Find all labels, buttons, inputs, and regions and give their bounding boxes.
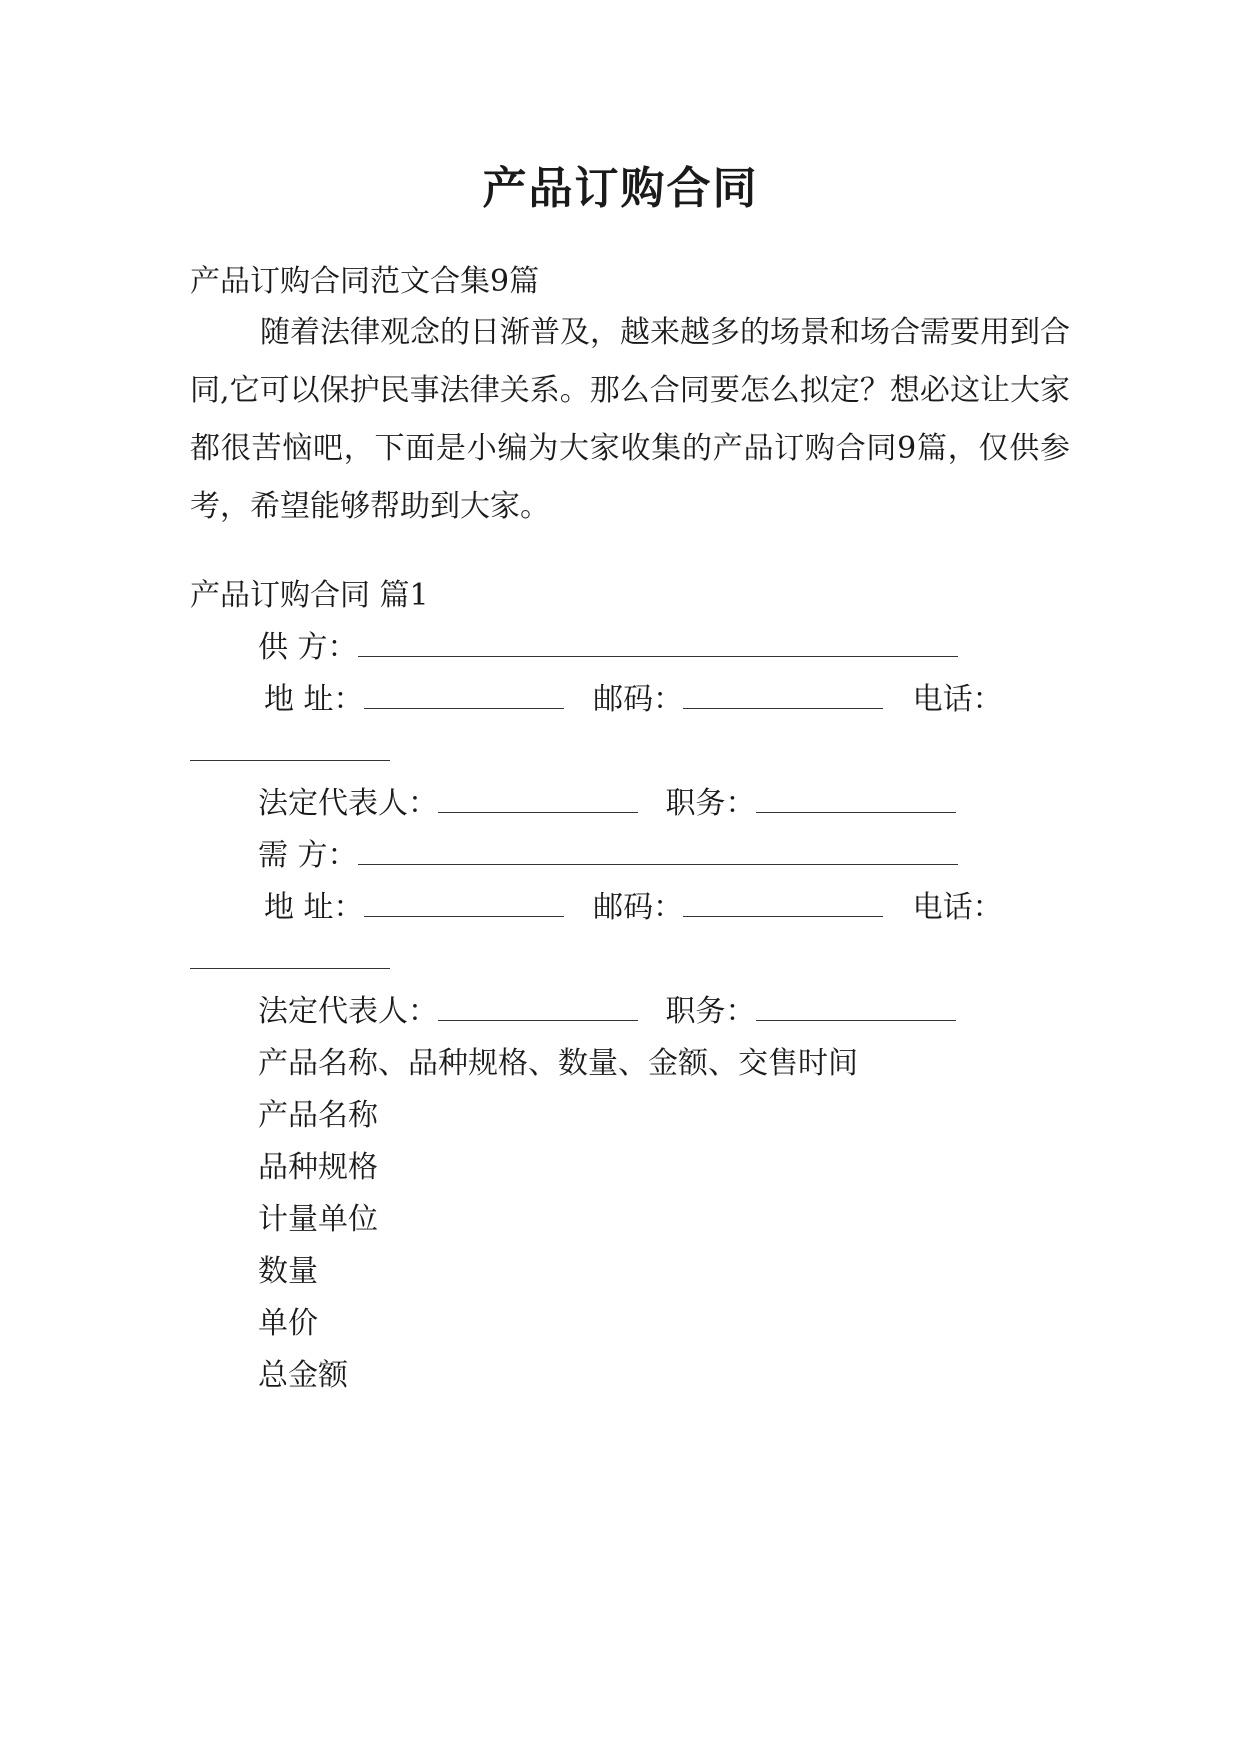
- item-unit-price: 单价: [258, 1306, 318, 1341]
- item-quantity: 数量: [258, 1254, 318, 1289]
- supplier-position-label: 职务：: [665, 786, 756, 821]
- buyer-postcode-field[interactable]: [683, 888, 883, 917]
- buyer-phone-continuation: [190, 940, 390, 980]
- intro-paragraph: 随着法律观念的日渐普及，越来越多的场景和场合需要用到合同,它可以保护民事法律关系。那么合同要怎么拟定？想必这让大家都很苦恼吧，下面是小编为大家收集的产品订购合同9篇，仅供参考，希望能够帮助到大家。: [190, 315, 1070, 524]
- buyer-postcode-label: 邮码：: [593, 890, 684, 925]
- supplier-phone-continuation: [190, 732, 390, 772]
- item-unit: 计量单位: [258, 1202, 378, 1237]
- item-product-name: 产品名称: [258, 1098, 378, 1133]
- item-variety-spec: 品种规格: [258, 1150, 378, 1185]
- buyer-position-field[interactable]: [756, 992, 956, 1021]
- supplier-postcode-field[interactable]: [683, 680, 883, 709]
- supplier-party-line: [258, 628, 958, 668]
- supplier-rep-field[interactable]: [438, 784, 638, 813]
- supplier-phone-field[interactable]: [190, 732, 390, 761]
- supplier-rep-label: 法定代表人：: [258, 786, 438, 821]
- buyer-party-label: 需 方：: [258, 838, 358, 873]
- supplier-address-line: [264, 680, 1003, 720]
- buyer-rep-label: 法定代表人：: [258, 994, 438, 1029]
- supplier-position-field[interactable]: [756, 784, 956, 813]
- supplier-rep-line: [258, 784, 956, 824]
- supplier-address-field[interactable]: [364, 680, 564, 709]
- buyer-address-label: 地 址：: [264, 890, 364, 925]
- buyer-phone-label: 电话：: [912, 890, 1003, 925]
- collection-subtitle: 产品订购合同范文合集9篇: [190, 264, 540, 299]
- buyer-party-field[interactable]: [358, 836, 958, 865]
- items-heading: 产品名称、品种规格、数量、金额、交售时间: [258, 1046, 858, 1081]
- supplier-party-field[interactable]: [358, 628, 958, 657]
- buyer-position-label: 职务：: [665, 994, 756, 1029]
- buyer-party-line: [258, 836, 958, 876]
- supplier-postcode-label: 邮码：: [593, 682, 684, 717]
- supplier-phone-label: 电话：: [912, 682, 1003, 717]
- section-heading: 产品订购合同 篇1: [190, 578, 429, 613]
- buyer-phone-field[interactable]: [190, 940, 390, 969]
- buyer-rep-line: [258, 992, 956, 1032]
- document-title: 产品订购合同: [482, 163, 759, 214]
- buyer-rep-field[interactable]: [438, 992, 638, 1021]
- supplier-party-label: 供 方：: [258, 630, 358, 665]
- buyer-address-line: [264, 888, 1003, 928]
- supplier-address-label: 地 址：: [264, 682, 364, 717]
- item-total-amount: 总金额: [258, 1358, 348, 1393]
- buyer-address-field[interactable]: [364, 888, 564, 917]
